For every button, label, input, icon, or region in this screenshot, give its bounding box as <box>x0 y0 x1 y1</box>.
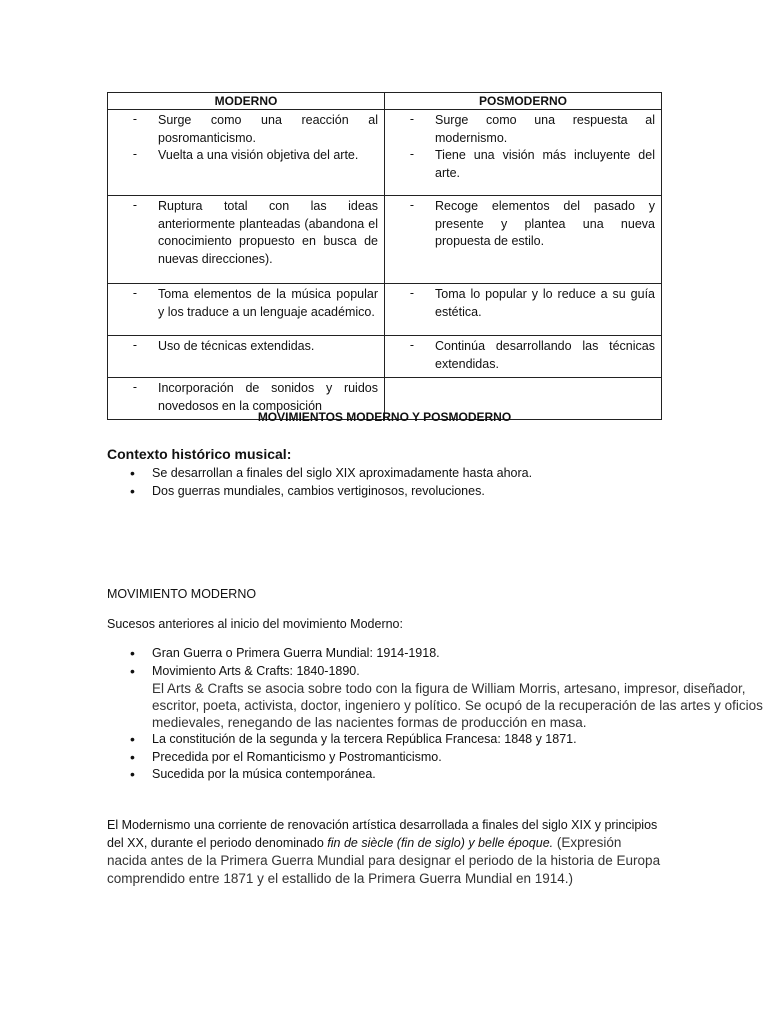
table-header-row <box>108 93 662 110</box>
list-item <box>130 663 768 732</box>
contexto-list <box>130 465 532 500</box>
table-row <box>108 284 662 336</box>
list-item: - Uso de técnicas extendidas. <box>132 338 315 353</box>
paragraph-end: (Expresión nacida antes de la Primera Guerra Mundial para designar el periodo de la historia de Europa comprendido entre 1871 y el estallido de la Primera Guerra Mundial en 1914.) <box>107 835 661 886</box>
section-intro: Sucesos anteriores al inicio del movimiento Moderno: <box>107 617 403 631</box>
table-caption: MOVIMIENTOS MODERNO Y POSMODERNO <box>257 410 512 424</box>
list-item: - Continúa desarrollando las técnicas extendidas. <box>409 338 655 371</box>
sucesos-list <box>130 645 768 784</box>
cell-posmoderno <box>385 336 662 378</box>
list-item: • Dos guerras mundiales, cambios vertiginosos, revoluciones. <box>130 483 532 501</box>
list-item: • La constitución de la segunda y la tercera República Francesa: 1848 y 1871. <box>130 731 768 749</box>
header-posmoderno: POSMODERNO <box>385 93 662 110</box>
cell-posmoderno <box>385 284 662 336</box>
list-item: • Se desarrollan a finales del siglo XIX aproximadamente hasta ahora. <box>130 465 532 483</box>
modernismo-paragraph <box>107 816 662 888</box>
section-heading-contexto: Contexto histórico musical: <box>107 446 292 462</box>
section-heading-movimiento: MOVIMIENTO MODERNO <box>107 587 257 601</box>
paragraph-italic: fin de siècle (fin de siglo) y belle époque. <box>327 836 554 850</box>
cell-moderno <box>108 110 385 196</box>
cell-posmoderno <box>385 196 662 284</box>
list-item: - Tiene una visión más incluyente del arte. <box>409 147 655 180</box>
list-item: • Precedida por el Romanticismo y Postromanticismo. <box>130 749 768 767</box>
list-item: - Surge como una respuesta al modernismo. <box>409 112 655 145</box>
list-item: - Vuelta a una visión objetiva del arte. <box>132 147 359 162</box>
table-row <box>108 110 662 196</box>
cell-moderno <box>108 336 385 378</box>
paragraph-start: El Modernismo una corriente de renovación artística desarrollada a finales del siglo XIX y principios del XX, durante el periodo denominado <box>107 818 658 850</box>
list-item: • Sucedida por la música contemporánea. <box>130 766 768 784</box>
arts-crafts-description: El Arts & Crafts se asocia sobre todo con la figura de William Morris, artesano, impresor, diseñador, escritor, poeta, activista, doctor, ingeniero y político. Se ocupó de la recuperación de las artes y oficios medievales, renegando de las nacientes formas de producción en masa. <box>152 681 763 730</box>
header-moderno: MODERNO <box>108 93 385 110</box>
cell-moderno <box>108 196 385 284</box>
cell-posmoderno <box>385 110 662 196</box>
table-row <box>108 196 662 284</box>
list-item: - Recoge elementos del pasado y presente y plantea una nueva propuesta de estilo. <box>409 198 655 248</box>
list-item: - Ruptura total con las ideas anteriormente planteadas (abandona el conocimiento propuesto en busca de nuevas direcciones). <box>132 198 378 266</box>
list-item: - Surge como una reacción al posromanticismo. <box>132 112 378 145</box>
table-row <box>108 336 662 378</box>
list-item-label: Movimiento Arts & Crafts: 1840-1890. <box>152 663 360 678</box>
list-item: - Incorporación de sonidos y ruidos novedosos en la composición <box>132 380 378 413</box>
list-item: • Gran Guerra o Primera Guerra Mundial: 1914-1918. <box>130 645 768 663</box>
list-item: - Toma lo popular y lo reduce a su guía estética. <box>409 286 655 319</box>
list-item: - Toma elementos de la música popular y los traduce a un lenguaje académico. <box>132 286 378 319</box>
comparison-table <box>107 92 662 420</box>
cell-moderno <box>108 284 385 336</box>
